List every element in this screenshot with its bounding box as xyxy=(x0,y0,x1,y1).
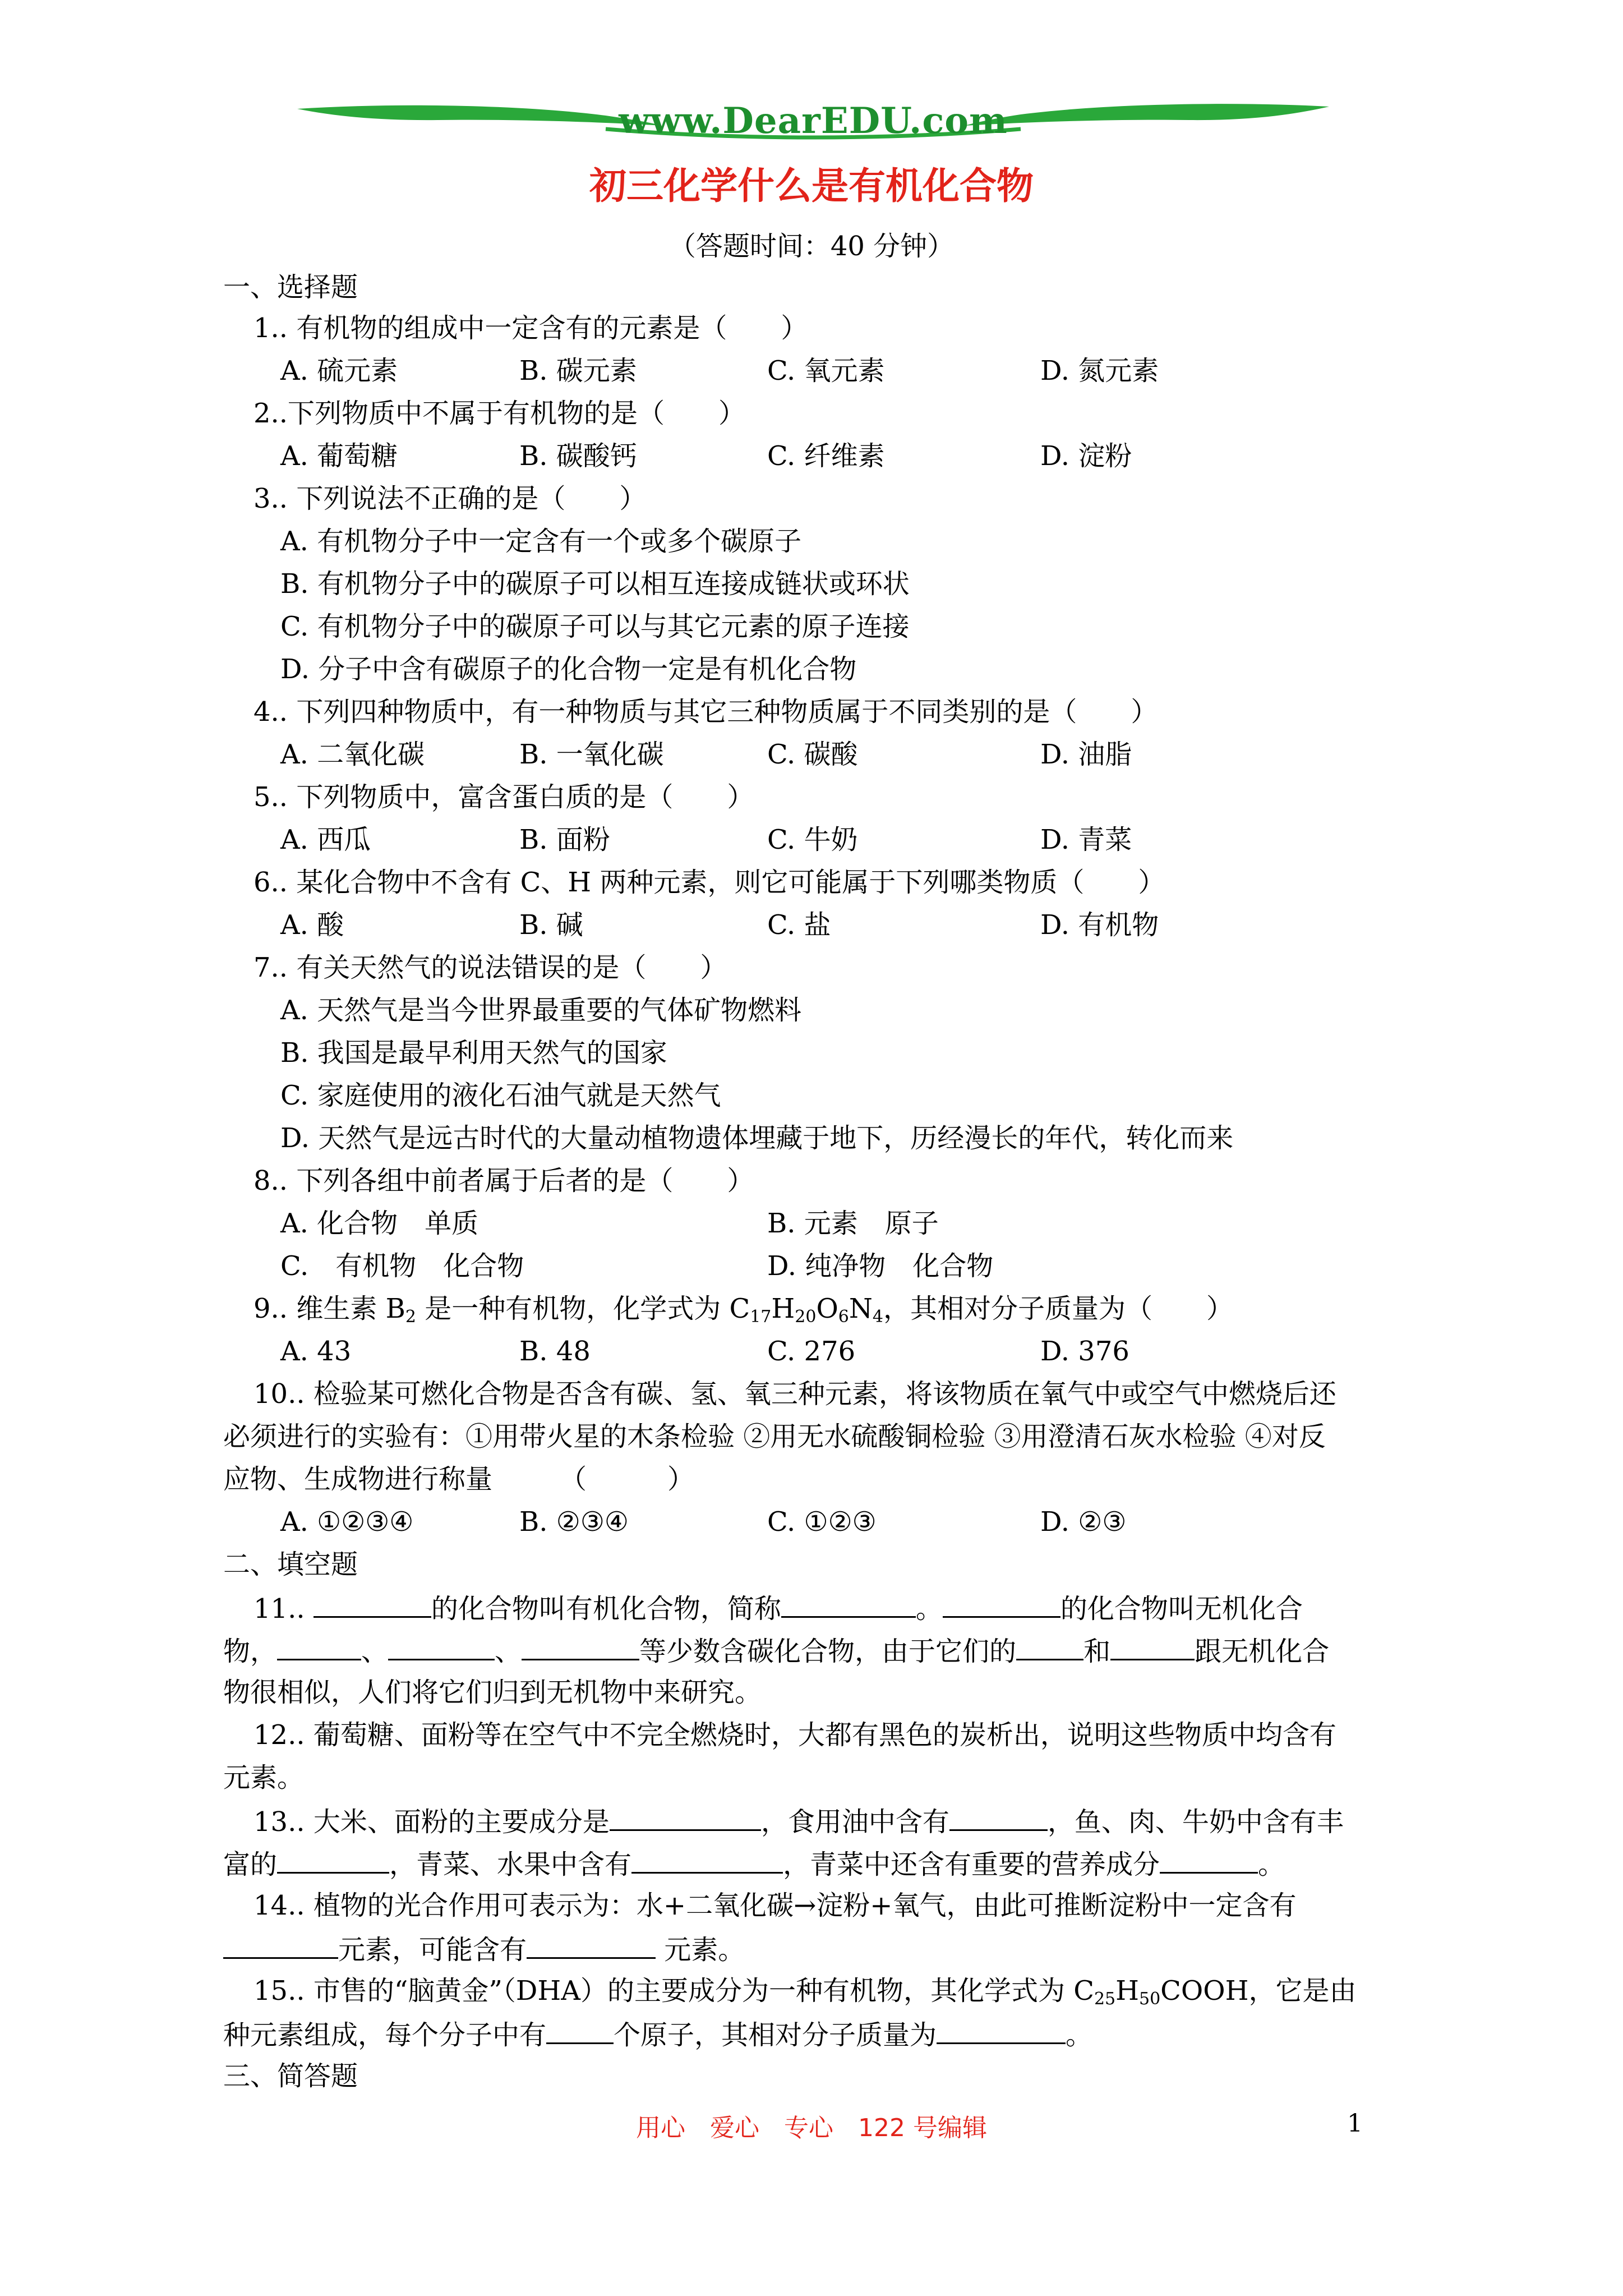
q7-option-a: A. 天然气是当今世界最重要的气体矿物燃料 xyxy=(280,995,802,1026)
q6-option-c: C. 盐 xyxy=(767,909,831,941)
q11-blank-2[interactable] xyxy=(781,1590,916,1618)
q11-text-8: 和 xyxy=(1083,1636,1111,1667)
q13-text-5: ，青菜、水果中含有 xyxy=(389,1849,632,1880)
q10-stem-line2: 必须进行的实验有：①用带火星的木条检验 ②用无水硫酸铜检验 ③用澄清石灰水检验 ④对反 xyxy=(223,1421,1326,1452)
q13-blank-3[interactable] xyxy=(277,1846,389,1874)
q11-blank-6[interactable] xyxy=(522,1633,639,1660)
q8-option-a: A. 化合物 单质 xyxy=(280,1208,479,1239)
q2-option-a: A. 葡萄糖 xyxy=(280,440,398,472)
q11-blank-7[interactable] xyxy=(1016,1633,1083,1660)
q15-h: H xyxy=(1115,1975,1139,2007)
q6-stem: 6.. 某化合物中不含有 C、H 两种元素，则它可能属于下列哪类物质（ ） xyxy=(253,867,1165,898)
q7-option-b: B. 我国是最早利用天然气的国家 xyxy=(280,1037,667,1069)
page-subtitle: （答题时间：40 分钟） xyxy=(668,231,955,262)
q11-line3: 物很相似，人们将它们归到无机物中来研究。 xyxy=(223,1677,762,1708)
q15-sub-c: 25 xyxy=(1094,1989,1116,2009)
q13-text-2: ，食用油中含有 xyxy=(760,1806,949,1838)
q12-line2: 元素。 xyxy=(223,1762,305,1793)
q15-text-1: 15.. 市售的“脑黄金”（DHA）的主要成分为一种有机物，其化学式为 C xyxy=(253,1975,1094,2007)
q8-stem: 8.. 下列各组中前者属于后者的是（ ） xyxy=(253,1165,754,1197)
q9-o: O xyxy=(816,1293,838,1324)
q11-text-1: 的化合物叫有机化合物，简称 xyxy=(431,1593,781,1625)
q3-option-c: C. 有机物分子中的碳原子可以与其它元素的原子连接 xyxy=(280,611,910,642)
section-heading-short-answer: 三、简答题 xyxy=(223,2060,358,2092)
page-title: 初三化学什么是有机化合物 xyxy=(589,164,1034,208)
q13-blank-4[interactable] xyxy=(631,1846,783,1874)
q14-line2 xyxy=(223,1931,745,1967)
q2-option-b: B. 碳酸钙 xyxy=(519,440,637,472)
q9-sub-h: 20 xyxy=(795,1307,817,1327)
q10-option-c: C. ①②③ xyxy=(767,1506,877,1538)
q11-text-5: 、 xyxy=(361,1636,389,1667)
q9-stem xyxy=(253,1292,1233,1326)
q11-text-2: 。 xyxy=(915,1593,943,1625)
q6-option-d: D. 有机物 xyxy=(1040,909,1159,941)
q9-stem-text-3: ，其相对分子质量为（ ） xyxy=(883,1293,1233,1324)
q5-option-d: D. 青菜 xyxy=(1040,824,1132,855)
q10-stem-line3: 应物、生成物进行称量 （ ） xyxy=(223,1464,695,1495)
q13-blank-5[interactable] xyxy=(1160,1846,1258,1874)
q8-option-c: C. 有机物 化合物 xyxy=(280,1250,524,1282)
q9-sub-c: 17 xyxy=(750,1307,772,1327)
q14-text-2: 元素。 xyxy=(656,1934,745,1966)
section-heading-fill: 二、填空题 xyxy=(223,1549,358,1580)
q9-stem-text-2: 是一种有机物，化学式为 C xyxy=(416,1293,750,1324)
q10-option-d: D. ②③ xyxy=(1040,1506,1127,1538)
q11-blank-5[interactable] xyxy=(388,1633,495,1660)
q3-stem: 3.. 下列说法不正确的是（ ） xyxy=(253,483,647,514)
q9-option-b: B. 48 xyxy=(519,1336,591,1367)
q11-line1 xyxy=(253,1590,1303,1626)
q8-option-b: B. 元素 原子 xyxy=(767,1208,939,1239)
q8-option-d: D. 纯净物 化合物 xyxy=(767,1250,994,1282)
q14-blank-2[interactable] xyxy=(527,1931,656,1959)
q11-blank-3[interactable] xyxy=(943,1590,1061,1618)
q15-blank-1[interactable] xyxy=(546,2017,614,2044)
q13-text-6: ，青菜中还含有重要的营养成分 xyxy=(783,1849,1160,1880)
q5-option-a: A. 西瓜 xyxy=(280,824,371,855)
q13-blank-2[interactable] xyxy=(949,1803,1048,1831)
q1-option-d: D. 氮元素 xyxy=(1040,355,1159,386)
q11-text-3: 的化合物叫无机化合 xyxy=(1060,1593,1303,1625)
q2-option-d: D. 淀粉 xyxy=(1040,440,1132,472)
q4-option-b: B. 一氧化碳 xyxy=(519,739,664,770)
q1-option-c: C. 氧元素 xyxy=(767,355,885,386)
q15-text-3: 种元素组成，每个分子中有 xyxy=(223,2019,547,2051)
q5-option-b: B. 面粉 xyxy=(519,824,610,855)
q1-option-a: A. 硫元素 xyxy=(280,355,398,386)
q1-option-b: B. 碳元素 xyxy=(519,355,637,386)
q7-option-d: D. 天然气是远古时代的大量动植物遗体埋藏于地下，历经漫长的年代，转化而来 xyxy=(280,1122,1234,1154)
q9-stem-text: 9.. 维生素 B xyxy=(253,1293,405,1324)
q4-option-d: D. 油脂 xyxy=(1040,739,1132,770)
q11-line2 xyxy=(223,1633,1329,1668)
q11-text-4: 物， xyxy=(223,1636,278,1667)
q5-stem: 5.. 下列物质中，富含蛋白质的是（ ） xyxy=(253,781,754,813)
q13-line2 xyxy=(223,1846,1285,1881)
q13-text-3: ，鱼、肉、牛奶中含有丰 xyxy=(1047,1806,1344,1838)
q15-text-4: 个原子，其相对分子质量为 xyxy=(614,2019,937,2051)
q1-stem: 1.. 有机物的组成中一定含有的元素是（ ） xyxy=(253,312,808,344)
q9-sub-b2: 2 xyxy=(405,1307,416,1327)
site-name: www.DearEDU.com xyxy=(619,100,1008,142)
q11-text-7: 等少数含碳化合物，由于它们的 xyxy=(639,1636,1017,1667)
q14-line1: 14.. 植物的光合作用可表示为：水+二氧化碳→淀粉+氧气，由此可推断淀粉中一定含有 xyxy=(253,1890,1297,1921)
q3-option-b: B. 有机物分子中的碳原子可以相互连接成链状或环状 xyxy=(280,568,910,600)
q7-stem: 7.. 有关天然气的说法错误的是（ ） xyxy=(253,952,727,983)
q3-option-d: D. 分子中含有碳原子的化合物一定是有机化合物 xyxy=(280,654,857,685)
q4-stem: 4.. 下列四种物质中，有一种物质与其它三种物质属于不同类别的是（ ） xyxy=(253,696,1158,728)
q15-sub-h: 50 xyxy=(1138,1989,1161,2009)
q15-text-2: COOH，它是由 xyxy=(1160,1975,1357,2007)
q13-line1 xyxy=(253,1803,1344,1839)
q9-option-a: A. 43 xyxy=(280,1336,352,1367)
q13-text-4: 富的 xyxy=(223,1849,278,1880)
q5-option-c: C. 牛奶 xyxy=(767,824,858,855)
q6-option-a: A. 酸 xyxy=(280,909,344,941)
page-footer: 用心 爱心 专心 122 号编辑 xyxy=(636,2114,987,2142)
q10-option-b: B. ②③④ xyxy=(519,1506,629,1538)
q2-stem: 2..下列物质中不属于有机物的是（ ） xyxy=(253,398,746,429)
q14-text-1: 元素，可能含有 xyxy=(338,1934,527,1966)
q3-option-a: A. 有机物分子中一定含有一个或多个碳原子 xyxy=(280,526,802,557)
q14-blank-1[interactable] xyxy=(223,1931,338,1959)
q11-blank-8[interactable] xyxy=(1110,1633,1195,1660)
q9-option-c: C. 276 xyxy=(767,1336,856,1367)
q15-line1 xyxy=(253,1974,1356,2008)
q13-blank-1[interactable] xyxy=(610,1803,761,1831)
q9-h: H xyxy=(771,1293,795,1324)
q4-option-a: A. 二氧化碳 xyxy=(280,739,425,770)
q10-stem-line1: 10.. 检验某可燃化合物是否含有碳、氢、氧三种元素，将该物质在氧气中或空气中燃烧后还 xyxy=(253,1378,1336,1410)
q9-sub-n: 4 xyxy=(872,1307,883,1327)
q11-text-6: 、 xyxy=(495,1636,522,1667)
q15-line2 xyxy=(223,2017,1092,2052)
q15-text-5: 。 xyxy=(1066,2019,1093,2051)
q10-option-a: A. ①②③④ xyxy=(280,1506,414,1538)
q15-blank-2[interactable] xyxy=(937,2017,1066,2044)
page-number: 1 xyxy=(1347,2109,1363,2138)
q13-text-7: 。 xyxy=(1258,1849,1285,1880)
q12-line1: 12.. 葡萄糖、面粉等在空气中不完全燃烧时，大都有黑色的炭析出，说明这些物质中均含有 xyxy=(253,1719,1336,1751)
q9-sub-o: 6 xyxy=(838,1307,849,1327)
q11-blank-4[interactable] xyxy=(277,1633,361,1660)
q6-option-b: B. 碱 xyxy=(519,909,583,941)
q13-text-1: 13.. 大米、面粉的主要成分是 xyxy=(253,1806,610,1838)
q11-text-9: 跟无机化合 xyxy=(1195,1636,1330,1667)
q9-option-d: D. 376 xyxy=(1040,1336,1129,1367)
q2-option-c: C. 纤维素 xyxy=(767,440,885,472)
section-heading-choice: 一、选择题 xyxy=(223,272,358,303)
q7-option-c: C. 家庭使用的液化石油气就是天然气 xyxy=(280,1080,721,1111)
q9-n: N xyxy=(849,1293,873,1324)
site-banner xyxy=(292,94,1335,150)
q11-number: 11.. xyxy=(253,1593,305,1625)
q11-blank-1[interactable] xyxy=(313,1590,431,1618)
q4-option-c: C. 碳酸 xyxy=(767,739,858,770)
